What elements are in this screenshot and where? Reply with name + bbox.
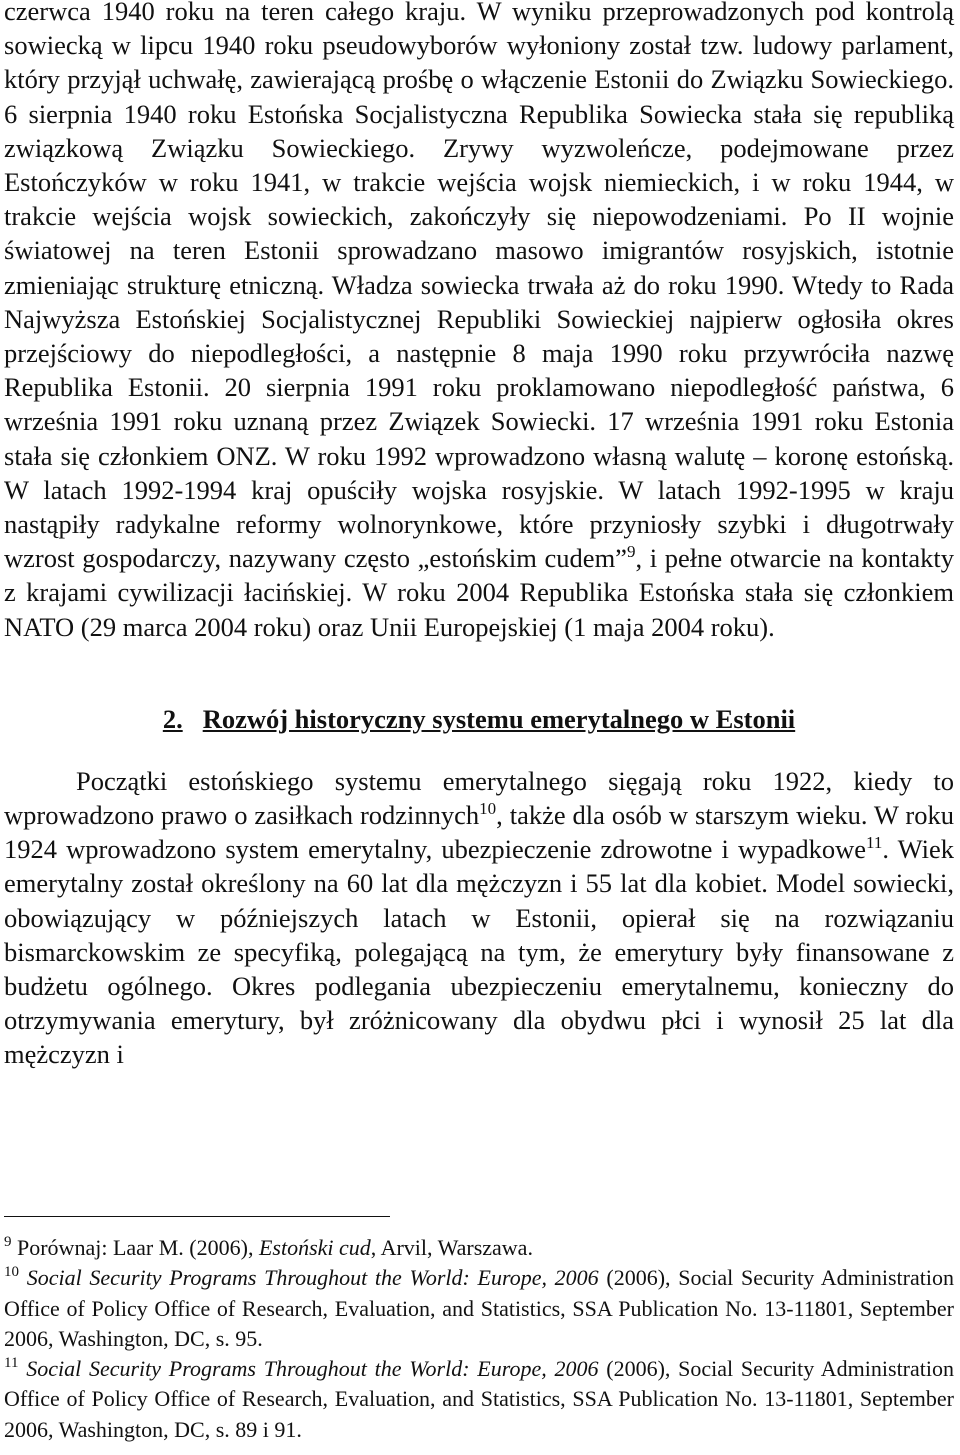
footnote-ref-11[interactable]: 11	[866, 833, 883, 853]
footnote-number: 11	[4, 1355, 19, 1372]
paragraph-pension-part-1: Początki estońskiego systemu emerytalnego sięgają roku 1922, kiedy to wprowadzono prawo o zasiłkach rodzinnych	[4, 765, 954, 831]
footnote-ref-10[interactable]: 10	[479, 799, 497, 819]
paragraph-history	[4, 0, 954, 644]
paragraph-pension-history	[4, 764, 954, 1072]
section-title: Rozwój historyczny systemu emerytalnego w Estonii	[202, 703, 796, 734]
footnote-text	[19, 1265, 27, 1290]
footnote-number: 10	[4, 1264, 19, 1281]
paragraph-pension-part-2: , także dla osób w starszym wieku. W roku 1924 wprowadzono system emerytalny, ubezpieczenie zdrowotne i wypadkowe	[4, 800, 954, 865]
footnotes	[4, 1233, 954, 1445]
section-heading	[4, 702, 954, 736]
footnote-text: (2006), Social Security Administration Office of Policy Office of Research, Evaluation, and Statistics, SSA Publication No. 13-11801, September 2006, Washington, DC, s. 89 i 91.	[4, 1356, 954, 1442]
section-number: 2.	[162, 703, 183, 734]
footnote-separator	[4, 1216, 390, 1217]
footnote-11	[4, 1354, 954, 1445]
footnote-work-title: Social Security Programs Throughout the World: Europe, 2006	[26, 1265, 599, 1291]
footnote-ref-9[interactable]: 9	[626, 542, 636, 562]
footnote-9	[4, 1233, 954, 1263]
paragraph-history-text: czerwca 1940 roku na teren całego kraju. W wyniku przeprowadzonych pod kontrolą sowiecką w lipcu 1940 roku pseudowyborów wyłoniony został tzw. ludowy parlament, który przyjął uchwałę, zawierającą prośbę o włączenie Estonii do Związku Sowieckiego. 6 sierpnia 1940 roku Estońska Socjalistyczna Republika Sowiecka stała się republiką związkową Związku Sowieckiego. Zrywy wyzwoleńcze, podejmowane przez Estończyków w roku 1941, w trakcie wejścia wojsk niemieckich, i w roku 1944, w trakcie wejścia wojsk sowieckich, zakończyły się niepowodzeniami. Po II wojnie światowej na teren Estonii sprowadzano masowo imigrantów rosyjskich, istotnie zmieniając strukturę etniczną. Władza sowiecka trwała aż do roku 1990. Wtedy to Rada Najwyższa Estońskiej Socjalistycznej Republiki Sowieckiej najpierw ogłosiła okres przejściowy do niepodległości, a następnie 8 maja 1990 roku przywróciła nazwę Republika Estonii. 20 sierpnia 1991 roku proklamowano niepodległość państwa, 6 września 1991 roku uznaną przez Związek Sowiecki. 17 września 1991 roku Estonia stała się członkiem ONZ. W roku 1992 wprowadzono własną walutę – koronę estońską. W latach 1992-1994 kraj opuściły wojska rosyjskie. W latach 1992-1995 w kraju nastąpiły radykalne reformy wolnorynkowe, które przyniosły szybki i długotrwały wzrost gospodarczy, nazywany często „estońskim cudem”	[4, 0, 954, 574]
paragraph-history-end: , i pełne otwarcie na kontakty z krajami cywilizacji łacińskiej. W roku 2004 Republika Estońska stała się członkiem NATO (29 marca 2004 roku) oraz Unii Europejskiej (1 maja 2004 roku).	[4, 543, 954, 642]
footnote-work-title: Social Security Programs Throughout the World: Europe, 2006	[26, 1356, 599, 1382]
footnote-10	[4, 1263, 954, 1354]
footnote-work-title: Estoński cud	[258, 1235, 371, 1260]
footnote-text: Porównaj: Laar M. (2006),	[11, 1235, 259, 1260]
footnote-number: 9	[4, 1234, 12, 1250]
footnote-text: (2006), Social Security Administration Office of Policy Office of Research, Evaluation, and Statistics, SSA Publication No. 13-11801, September 2006, Washington, DC, s. 95.	[4, 1265, 954, 1351]
paragraph-pension-part-3: . Wiek emerytalny został określony na 60 lat dla mężczyzn i 55 lat dla kobiet. Model sowiecki, obowiązujący w późniejszych latach w Estonii, opierał się na rozwiązaniu bismarckowskim ze specyfiką, polegającą na tym, że emerytury były finansowane z budżetu ogólnego. Okres podlegania ubezpieczeniu emerytalnemu, konieczny do otrzymywania emerytury, był zróżnicowany dla obydwu płci i wynosił 25 lat dla mężczyzn i	[4, 834, 954, 1070]
document-page	[4, 0, 954, 1072]
footnote-text: , Arvil, Warszawa.	[370, 1235, 533, 1260]
